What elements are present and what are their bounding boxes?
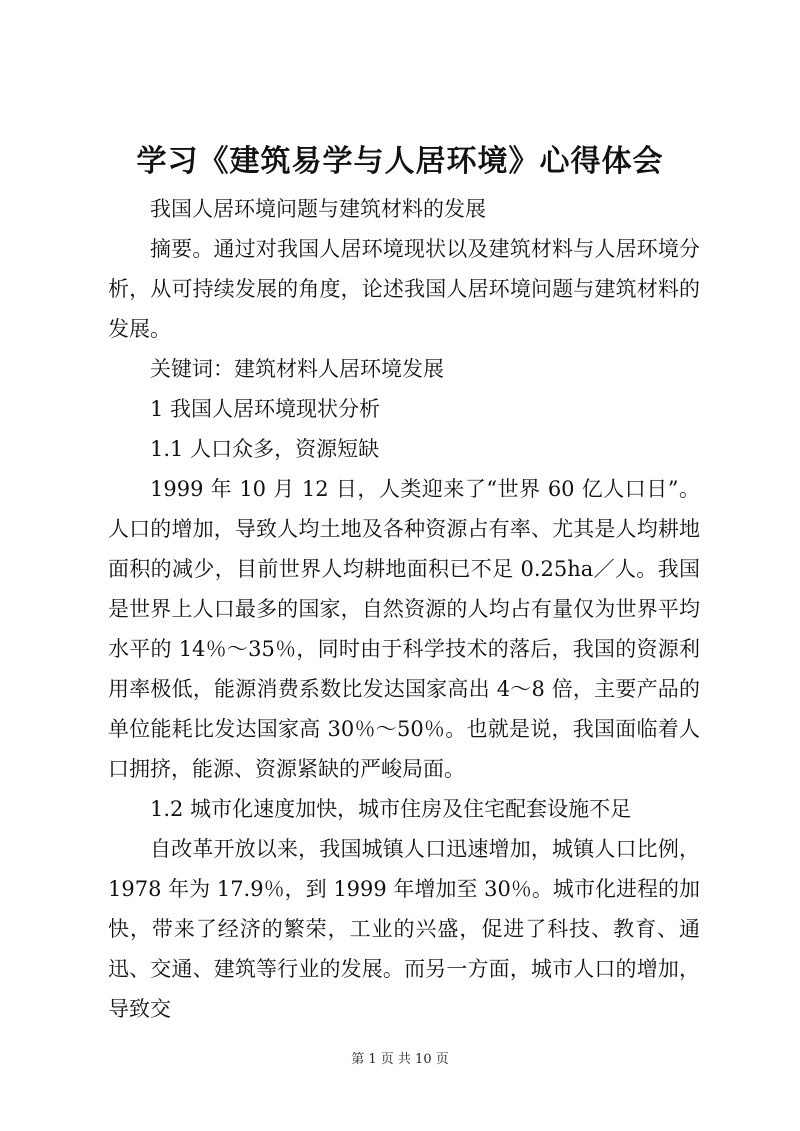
section-heading: 我国人居环境问题与建筑材料的发展: [150, 197, 486, 221]
document-title: 学习《建筑易学与人居环境》心得体会: [136, 144, 664, 179]
body-paragraph: 1999 年 10 月 12 日，人类迎来了“世界 60 亿人口日”。人口的增加，导致人均土地及各种资源占有率、尤其是人均耕地面积的减少，目前世界人均耕地面积已不足 0.25ha／人。我国是世界上人口最多的国家，自然资源的人均占有量仅为世界平均水平的 14％～35％，同时由于科学技术的落后，我国的资源利用率极低，能源消费系数比发达国家高出 4～8 倍，主要产品的单位能耗比发达国家高 30％～50％。也就是说，我国面临着人口拥挤，能源、资源紧缺的严峻局面。: [108, 477, 700, 781]
keywords-paragraph: 关键词：建筑材料人居环境发展: [150, 357, 444, 381]
page-footer: 第 1 页 共 10 页: [351, 1052, 449, 1067]
abstract-paragraph: 摘要。通过对我国人居环境现状以及建筑材料与人居环境分析，从可持续发展的角度，论述我国人居环境问题与建筑材料的发展。: [108, 237, 700, 341]
body-paragraph: 自改革开放以来，我国城镇人口迅速增加，城镇人口比例，1978 年为 17.9％，到 1999 年增加至 30％。城市化进程的加快，带来了经济的繁荣，工业的兴盛，促进了科技、教育、通迅、交通、建筑等行业的发展。而另一方面，城市人口的增加，导致交: [108, 837, 700, 1021]
subsection-heading: 1.1 人口众多，资源短缺: [150, 437, 380, 461]
subsection-heading: 1.2 城市化速度加快，城市住房及住宅配套设施不足: [150, 797, 632, 821]
section-heading: 1 我国人居环境现状分析: [150, 397, 381, 421]
